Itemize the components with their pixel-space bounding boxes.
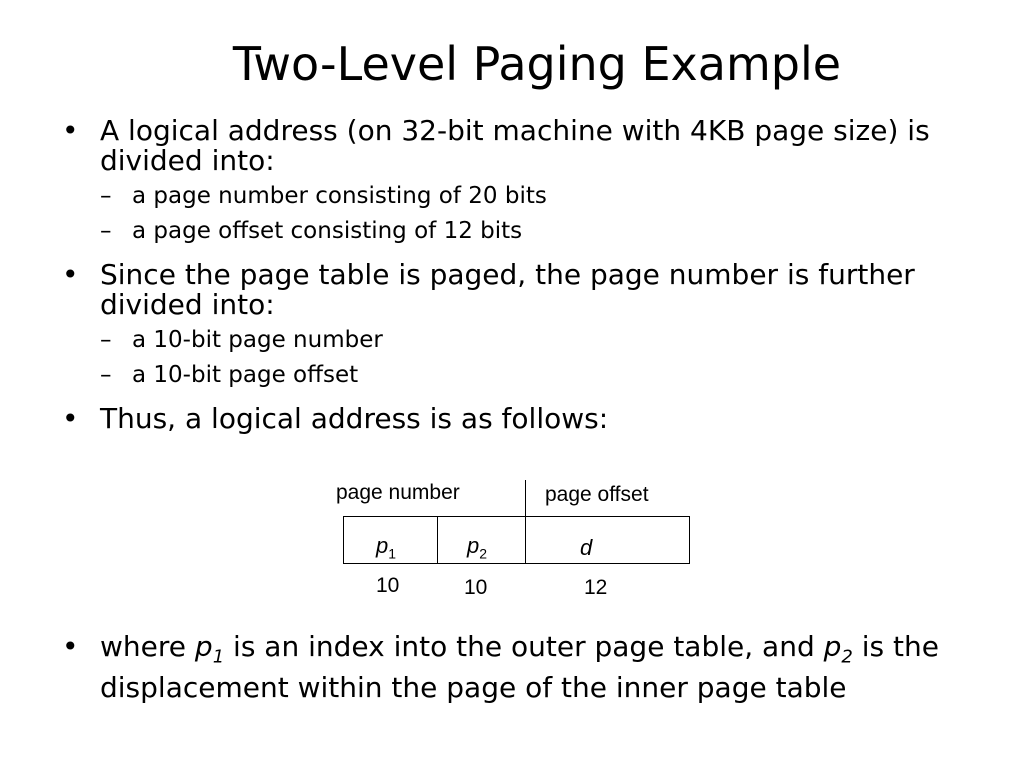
bits-p2: 10 — [464, 576, 488, 599]
label-page-offset: page offset — [545, 483, 649, 506]
sub-bullet-10bit-page-number: – a 10-bit page number — [62, 326, 997, 355]
sub-bullet-10bit-page-offset: – a 10-bit page offset — [62, 361, 997, 390]
bullet-text: Since the page table is paged, the page number is further divided into: — [100, 258, 915, 321]
cell-divider-2 — [525, 516, 526, 564]
label-page-number: page number — [336, 481, 460, 504]
sub-bullet-page-number: – a page number consisting of 20 bits — [62, 182, 997, 211]
bits-d: 12 — [584, 576, 608, 599]
var-p2: $p_2$ — [823, 630, 853, 668]
bullet-page-table-paged — [62, 260, 997, 320]
bits-p1: 10 — [376, 574, 400, 597]
var-p1: $p_1$ — [194, 630, 225, 668]
slide-title: Two-Level Paging Example — [232, 37, 842, 91]
bottom-bullet-list — [62, 632, 997, 703]
sub-bullet-page-offset: – a page offset consisting of 12 bits — [62, 217, 997, 246]
cell-p2: $p_2$ — [467, 533, 488, 562]
cell-divider-1 — [437, 516, 438, 564]
cell-p1: $p_1$ — [376, 533, 397, 562]
bullet-logical-address — [62, 116, 997, 176]
bullet-text: A logical address (on 32-bit machine with 4KB page size) is divided into: — [100, 114, 930, 177]
bullet-where-explanation: • where $p_1$ is an index into the outer page table, and $p_2$ is the displacement within the page of the inner page table — [62, 632, 997, 703]
bullet-logical-address-follows — [62, 404, 997, 434]
bullet-text: Thus, a logical address is as follows: — [100, 402, 609, 435]
cell-d: d — [580, 535, 593, 560]
header-divider — [525, 480, 526, 516]
bullet-list — [62, 110, 997, 434]
